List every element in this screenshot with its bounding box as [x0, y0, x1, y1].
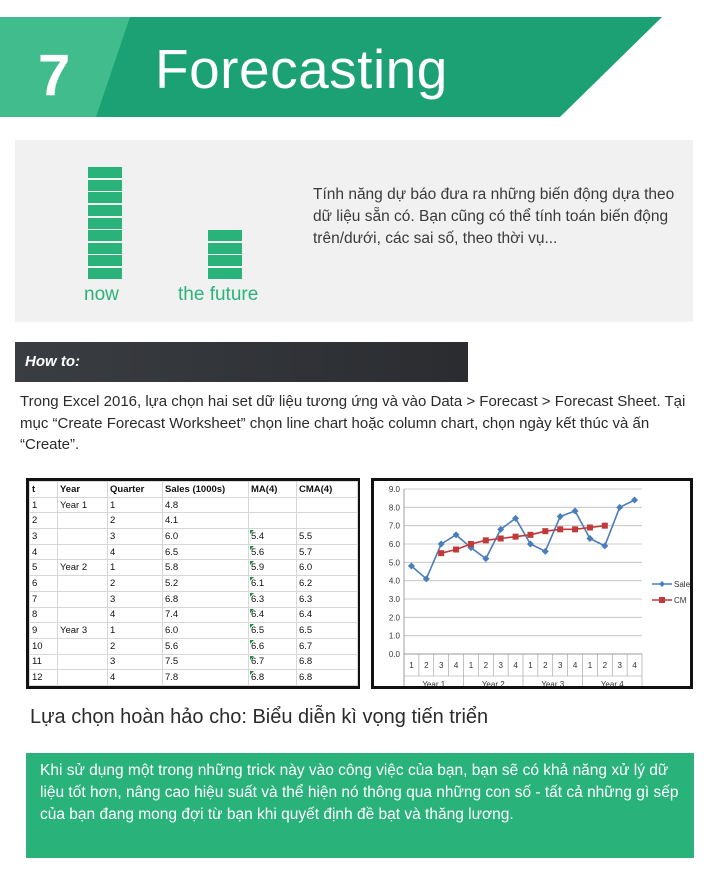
cell-t: 1 — [30, 497, 58, 513]
cell-year — [58, 576, 108, 592]
header-year: Year — [58, 482, 108, 498]
data-point — [468, 541, 474, 547]
x-tick-label: 3 — [438, 661, 444, 670]
section-title: Forecasting — [155, 38, 448, 100]
cell-quarter: 1 — [108, 560, 163, 576]
cell-ma4 — [249, 497, 297, 513]
cell-sales: 4.1 — [163, 513, 249, 529]
cell-t: 6 — [30, 576, 58, 592]
cell-year — [58, 591, 108, 607]
x-tick-label: 1 — [587, 661, 593, 670]
stack-bar — [88, 180, 122, 191]
header-quarter: Quarter — [108, 482, 163, 498]
cell-ma4: 6.1 — [249, 576, 297, 592]
intro-description: Tính năng dự báo đưa ra những biến động dựa theo dữ liệu sẵn có. Bạn cũng có thể tính toán biến động trên/dưới, các sai số, theo thời vụ... — [313, 186, 675, 247]
x-group-label: Year 3 — [541, 680, 565, 686]
sales-table-screenshot — [26, 478, 360, 689]
header-t: t — [30, 482, 58, 498]
future-bar-stack — [208, 238, 242, 279]
summary-box — [26, 753, 694, 858]
x-tick-label: 2 — [543, 661, 548, 670]
y-tick-label: 6.0 — [388, 540, 400, 549]
cell-quarter: 4 — [108, 544, 163, 560]
table-row — [30, 576, 358, 592]
data-point — [527, 532, 533, 538]
cell-t: 12 — [30, 670, 58, 686]
x-tick-label: 3 — [617, 661, 622, 670]
cell-sales: 5.2 — [163, 576, 249, 592]
cell-cma4: 6.8 — [297, 654, 358, 670]
stack-bar — [88, 205, 122, 216]
data-point — [527, 541, 534, 548]
stack-bar — [208, 268, 242, 279]
x-tick-label: 2 — [483, 661, 489, 670]
cell-cma4: 6.0 — [297, 560, 358, 576]
x-group-label: Year 1 — [422, 680, 446, 686]
data-point — [513, 534, 519, 540]
cell-quarter: 1 — [108, 497, 163, 513]
table-row — [30, 638, 358, 654]
data-point — [483, 537, 489, 543]
legend-label: Sale — [674, 580, 690, 589]
cell-cma4: 5.5 — [297, 529, 358, 545]
sales-table — [29, 481, 358, 686]
cell-cma4: 6.7 — [297, 638, 358, 654]
stack-bar — [88, 192, 122, 203]
cell-ma4: 5.6 — [249, 544, 297, 560]
forecast-chart-screenshot — [371, 478, 693, 689]
cell-ma4: 6.4 — [249, 607, 297, 623]
cell-quarter: 3 — [108, 591, 163, 607]
x-tick-label: 2 — [602, 661, 608, 670]
cell-cma4: 6.5 — [297, 623, 358, 639]
stack-bar — [208, 255, 242, 266]
data-point — [453, 547, 459, 553]
cell-sales: 7.4 — [163, 607, 249, 623]
cell-year: Year 1 — [58, 497, 108, 513]
data-point — [586, 535, 593, 542]
cell-t: 4 — [30, 544, 58, 560]
stack-bar — [208, 230, 242, 241]
x-tick-label: 4 — [572, 661, 578, 670]
data-point — [572, 508, 579, 515]
y-tick-label: 8.0 — [388, 503, 400, 513]
use-case-subtitle: Lựa chọn hoàn hảo cho: Biểu diễn kì vọng tiến triển — [30, 706, 489, 728]
header-sales: Sales (1000s) — [163, 482, 249, 498]
stack-bar — [88, 268, 122, 279]
stack-bar — [88, 243, 122, 254]
table-row — [30, 497, 358, 513]
data-point — [602, 523, 608, 529]
table-row — [30, 529, 358, 545]
cell-year — [58, 544, 108, 560]
y-tick-label: 4.0 — [388, 576, 400, 586]
x-tick-label: 1 — [528, 661, 533, 670]
stack-bar — [208, 243, 242, 254]
cell-year: Year 3 — [58, 623, 108, 639]
cell-t: 9 — [30, 623, 58, 639]
cell-sales: 6.0 — [163, 623, 249, 639]
table-row — [30, 623, 358, 639]
y-tick-label: 7.0 — [388, 521, 400, 531]
cell-year — [58, 654, 108, 670]
y-tick-label: 2.0 — [388, 613, 400, 623]
cell-ma4: 5.4 — [249, 529, 297, 545]
x-tick-label: 2 — [424, 661, 429, 670]
cell-cma4: 6.4 — [297, 607, 358, 623]
summary-text: Khi sử dụng một trong những trick này vào công việc của bạn, bạn sẽ có khả năng xử lý dữ liệu tốt hơn, nâng cao hiệu suất và thể hiện nó thông qua những con số - tất cả những gì sếp của bạn đang mong đợi từ bạn khi quyết định đề bạt và thăng lương. — [40, 762, 679, 823]
howto-label: How to: — [25, 353, 80, 370]
stack-bar — [88, 255, 122, 266]
data-point — [438, 541, 445, 548]
future-label: the future — [178, 284, 259, 305]
table-row — [30, 544, 358, 560]
data-point — [542, 528, 548, 534]
cell-ma4: 6.6 — [249, 638, 297, 654]
cell-year — [58, 670, 108, 686]
cell-sales: 7.5 — [163, 654, 249, 670]
legend-marker — [659, 581, 665, 587]
cell-ma4: 6.3 — [249, 591, 297, 607]
data-point — [601, 542, 608, 549]
cell-quarter: 4 — [108, 607, 163, 623]
stack-bar — [88, 230, 122, 241]
howto-banner-shape — [15, 342, 468, 382]
table-row — [30, 607, 358, 623]
stack-bar — [88, 218, 122, 229]
section-number: 7 — [38, 43, 71, 108]
cell-t: 10 — [30, 638, 58, 654]
table-row — [30, 560, 358, 576]
cell-sales: 4.8 — [163, 497, 249, 513]
cell-t: 8 — [30, 607, 58, 623]
table-row — [30, 513, 358, 529]
legend-label: CM — [674, 596, 687, 605]
data-point — [587, 525, 593, 531]
cell-sales: 6.0 — [163, 529, 249, 545]
cell-year — [58, 529, 108, 545]
table-header-row — [30, 482, 358, 498]
x-tick-label: 4 — [632, 661, 637, 670]
cell-quarter: 2 — [108, 576, 163, 592]
cell-quarter: 2 — [108, 513, 163, 529]
x-tick-label: 4 — [513, 661, 518, 670]
cell-t: 5 — [30, 560, 58, 576]
cell-t: 3 — [30, 529, 58, 545]
cell-sales: 5.8 — [163, 560, 249, 576]
x-group-label: Year 4 — [600, 680, 624, 686]
cell-year — [58, 607, 108, 623]
cell-cma4: 6.2 — [297, 576, 358, 592]
cell-year — [58, 638, 108, 654]
cell-sales: 6.8 — [163, 591, 249, 607]
legend-marker — [659, 597, 665, 603]
forecast-line-chart — [374, 481, 690, 686]
data-point — [498, 536, 504, 542]
data-point — [557, 513, 564, 520]
cell-t: 2 — [30, 513, 58, 529]
y-tick-label: 5.0 — [388, 558, 400, 568]
cell-sales: 6.5 — [163, 544, 249, 560]
cell-year: Year 2 — [58, 560, 108, 576]
data-point — [438, 550, 444, 556]
data-point — [572, 526, 578, 532]
cell-cma4: 6.8 — [297, 670, 358, 686]
cell-quarter: 4 — [108, 670, 163, 686]
cell-t: 11 — [30, 654, 58, 670]
howto-banner — [15, 342, 468, 382]
table-row — [30, 670, 358, 686]
header-banner — [0, 17, 720, 117]
cell-cma4 — [297, 497, 358, 513]
data-point — [557, 526, 563, 532]
y-tick-label: 9.0 — [388, 485, 400, 494]
y-tick-label: 1.0 — [388, 631, 400, 641]
data-point — [616, 504, 623, 511]
series-line-sale — [411, 500, 634, 579]
table-row — [30, 591, 358, 607]
cell-sales: 7.8 — [163, 670, 249, 686]
x-tick-label: 1 — [409, 661, 414, 670]
x-tick-label: 1 — [468, 661, 474, 670]
cell-t: 7 — [30, 591, 58, 607]
howto-instructions: Trong Excel 2016, lựa chọn hai set dữ liệu tương ứng và vào Data > Forecast > Forecast Sheet. Tại mục “Create Forecast Worksheet” chọn line chart hoặc column chart, chọn ngày kết thúc và ấn “Create”. — [20, 393, 686, 453]
y-tick-label: 0.0 — [388, 650, 400, 659]
now-bar-stack — [88, 166, 122, 279]
cell-quarter: 2 — [108, 638, 163, 654]
cell-quarter: 3 — [108, 529, 163, 545]
x-tick-label: 4 — [453, 661, 459, 670]
intro-panel — [15, 140, 693, 322]
cell-sales: 5.6 — [163, 638, 249, 654]
data-point — [542, 548, 549, 555]
cell-ma4: 6.5 — [249, 623, 297, 639]
stack-bar — [88, 167, 122, 178]
cell-cma4 — [297, 513, 358, 529]
y-tick-label: 3.0 — [388, 595, 400, 604]
cell-ma4: 6.8 — [249, 670, 297, 686]
cell-ma4: 5.9 — [249, 560, 297, 576]
cell-cma4: 6.3 — [297, 591, 358, 607]
x-tick-label: 3 — [557, 661, 563, 670]
cell-cma4: 5.7 — [297, 544, 358, 560]
x-tick-label: 3 — [498, 661, 503, 670]
header-ma4: MA(4) — [249, 482, 297, 498]
x-group-label: Year 2 — [481, 680, 505, 686]
now-label: now — [84, 284, 119, 305]
cell-quarter: 3 — [108, 654, 163, 670]
table-row — [30, 654, 358, 670]
cell-year — [58, 513, 108, 529]
cell-quarter: 1 — [108, 623, 163, 639]
cell-ma4: 6.7 — [249, 654, 297, 670]
data-point — [631, 497, 638, 504]
cell-ma4 — [249, 513, 297, 529]
header-cma4: CMA(4) — [297, 482, 358, 498]
